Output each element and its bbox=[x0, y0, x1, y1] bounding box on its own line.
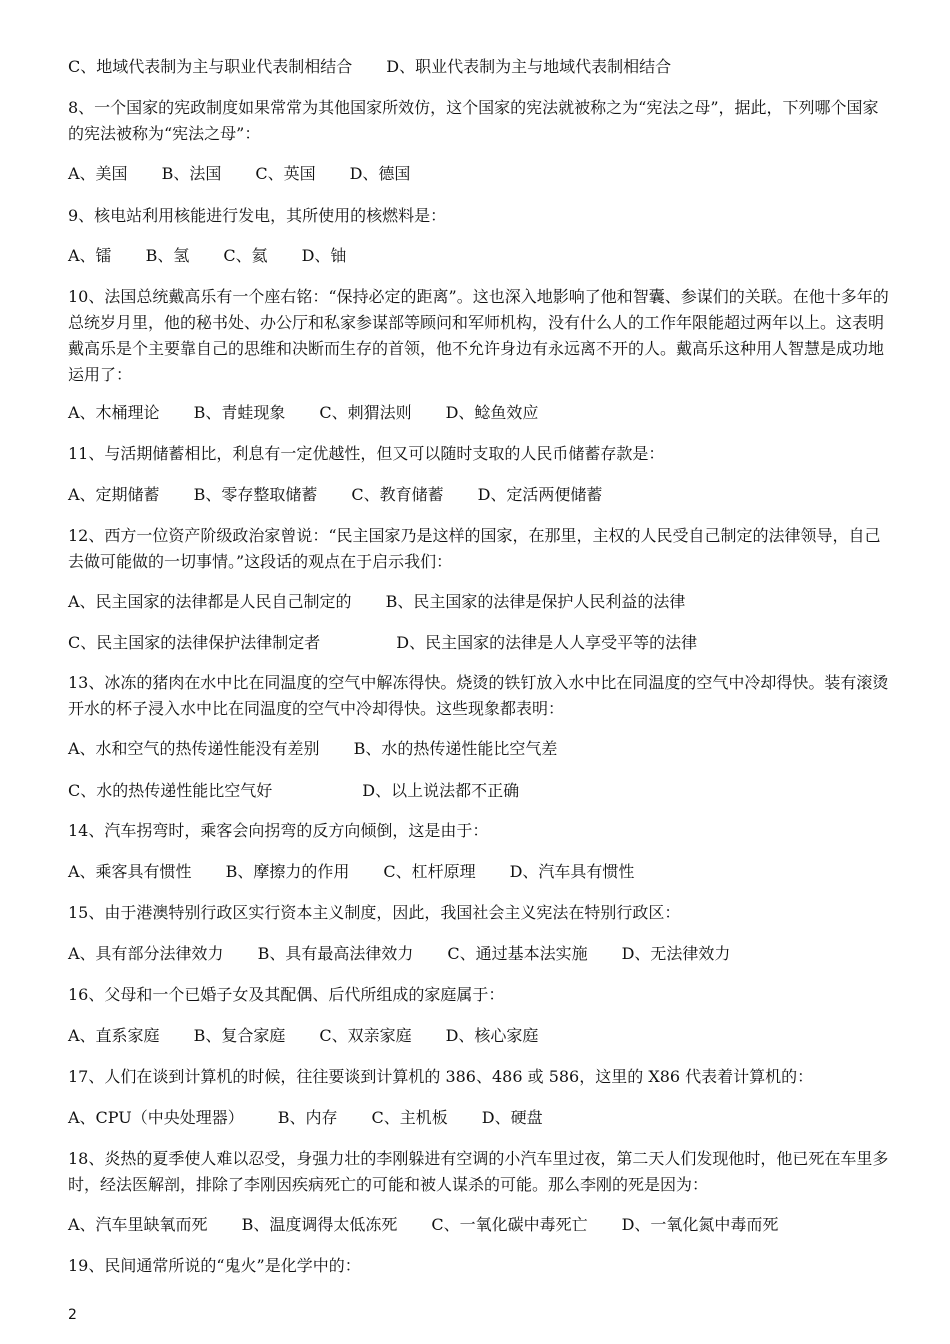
option-c: C、通过基本法实施 bbox=[447, 944, 588, 963]
option-a: A、民主国家的法律都是人民自己制定的 bbox=[68, 592, 352, 611]
q17-options bbox=[68, 1105, 890, 1131]
option-d: D、无法律效力 bbox=[621, 944, 731, 963]
option-d: D、一氧化氮中毒而死 bbox=[621, 1215, 779, 1234]
question-13: 13、冰冻的猪肉在水中比在同温度的空气中解冻得快。烧烫的铁钉放入水中比在同温度的空气中冷却得快。装有滚烫开水的杯子浸入水中比在同温度的空气中冷却得快。这些现象都表明： bbox=[68, 673, 889, 718]
option-b: B、温度调得太低冻死 bbox=[241, 1215, 398, 1234]
q11-options bbox=[68, 482, 890, 508]
option-a: A、具有部分法律效力 bbox=[68, 944, 224, 963]
option-d: D、汽车具有惯性 bbox=[509, 862, 635, 881]
option-b: B、复合家庭 bbox=[193, 1026, 286, 1045]
q12-options-cd bbox=[68, 630, 890, 656]
question-19: 19、民间通常所说的“鬼火”是化学中的： bbox=[68, 1256, 361, 1275]
question-12: 12、西方一位资产阶级政治家曾说：“民主国家乃是这样的国家，在那里，主权的人民受自己制定的法律领导，自己去做可能做的一切事情。”这段话的观点在于启示我们： bbox=[68, 526, 881, 571]
option-a: A、定期储蓄 bbox=[68, 485, 160, 504]
option-c: C、一氧化碳中毒死亡 bbox=[431, 1215, 588, 1234]
question-10: 10、法国总统戴高乐有一个座右铭：“保持必定的距离”。这也深入地影响了他和智囊、参谋们的关联。在他十多年的总统岁月里，他的秘书处、办公厅和私家参谋部等顾问和军师机构，没有什么人的工作年限能超过两年以上。这表明戴高乐是个主要靠自己的思维和决断而生存的首领，他不允许身边有永远离不开的人。戴高乐这种用人智慧是成功地运用了： bbox=[68, 287, 889, 384]
question-8: 8、一个国家的宪政制度如果常常为其他国家所效仿，这个国家的宪法就被称之为“宪法之母”，据此，下列哪个国家的宪法被称为“宪法之母”： bbox=[68, 98, 879, 143]
question-14: 14、汽车拐弯时，乘客会向拐弯的反方向倾倒，这是由于： bbox=[68, 821, 489, 840]
option-d: D、德国 bbox=[349, 164, 411, 183]
option-a: A、直系家庭 bbox=[68, 1026, 160, 1045]
question-15: 15、由于港澳特别行政区实行资本主义制度，因此，我国社会主义宪法在特别行政区： bbox=[68, 903, 681, 922]
q16-options bbox=[68, 1023, 890, 1049]
option-c: C、主机板 bbox=[371, 1108, 448, 1127]
option-c: C、双亲家庭 bbox=[319, 1026, 412, 1045]
option-a: A、木桶理论 bbox=[68, 403, 160, 422]
option-b: B、青蛙现象 bbox=[193, 403, 286, 422]
option-a: A、汽车里缺氧而死 bbox=[68, 1215, 208, 1234]
option-a: A、镭 bbox=[68, 246, 112, 265]
option-c: C、英国 bbox=[255, 164, 316, 183]
option-c: C、水的热传递性能比空气好 bbox=[68, 781, 273, 800]
option-b: B、摩擦力的作用 bbox=[225, 862, 350, 881]
q9-options bbox=[68, 243, 890, 269]
option-a: A、水和空气的热传递性能没有差别 bbox=[68, 739, 320, 758]
q10-options bbox=[68, 400, 890, 426]
q8-options bbox=[68, 161, 890, 187]
option-c: C、刺猬法则 bbox=[319, 403, 412, 422]
option-d: D、铀 bbox=[301, 246, 347, 265]
q18-options bbox=[68, 1212, 890, 1238]
option-d: D、核心家庭 bbox=[445, 1026, 539, 1045]
option-b: B、具有最高法律效力 bbox=[257, 944, 414, 963]
q14-options bbox=[68, 859, 890, 885]
option-a: A、美国 bbox=[68, 164, 128, 183]
option-c: C、民主国家的法律保护法律制定者 bbox=[68, 633, 321, 652]
option-c: C、教育储蓄 bbox=[351, 485, 444, 504]
question-9: 9、核电站利用核能进行发电，其所使用的核燃料是： bbox=[68, 206, 447, 225]
option-b: B、氢 bbox=[145, 246, 190, 265]
option-d: D、民主国家的法律是人人享受平等的法律 bbox=[396, 633, 698, 652]
option-d: D、鲶鱼效应 bbox=[445, 403, 539, 422]
question-18: 18、炎热的夏季使人难以忍受，身强力壮的李刚躲进有空调的小汽车里过夜，第二天人们发现他时，他已死在车里多时，经法医解剖，排除了李刚因疾病死亡的可能和被人谋杀的可能。那么李刚的死是因为： bbox=[68, 1149, 889, 1194]
option-b: B、法国 bbox=[161, 164, 222, 183]
q15-options bbox=[68, 941, 890, 967]
q13-options-ab bbox=[68, 736, 890, 762]
q12-options-ab bbox=[68, 589, 890, 615]
option-a: A、CPU（中央处理器） bbox=[68, 1108, 244, 1127]
q7-options-cd bbox=[68, 54, 890, 80]
option-d: D、定活两便储蓄 bbox=[477, 485, 603, 504]
page-number: 2 bbox=[68, 1307, 77, 1323]
option-c: C、氦 bbox=[223, 246, 268, 265]
q13-options-cd bbox=[68, 778, 890, 804]
question-17: 17、人们在谈到计算机的时候，往往要谈到计算机的 386、486 或 586，这里的 X86 代表着计算机的： bbox=[68, 1067, 814, 1086]
option-c: C、杠杆原理 bbox=[383, 862, 476, 881]
question-11: 11、与活期储蓄相比，利息有一定优越性，但又可以随时支取的人民币储蓄存款是： bbox=[68, 444, 665, 463]
question-16: 16、父母和一个已婚子女及其配偶、后代所组成的家庭属于： bbox=[68, 985, 505, 1004]
option-d: D、职业代表制为主与地域代表制相结合 bbox=[386, 57, 672, 76]
option-d: D、以上说法都不正确 bbox=[362, 781, 520, 800]
option-b: B、内存 bbox=[277, 1108, 338, 1127]
option-b: B、水的热传递性能比空气差 bbox=[353, 739, 558, 758]
option-d: D、硬盘 bbox=[481, 1108, 543, 1127]
option-b: B、民主国家的法律是保护人民利益的法律 bbox=[385, 592, 686, 611]
option-a: A、乘客具有惯性 bbox=[68, 862, 192, 881]
option-c: C、地域代表制为主与职业代表制相结合 bbox=[68, 57, 353, 76]
option-b: B、零存整取储蓄 bbox=[193, 485, 318, 504]
